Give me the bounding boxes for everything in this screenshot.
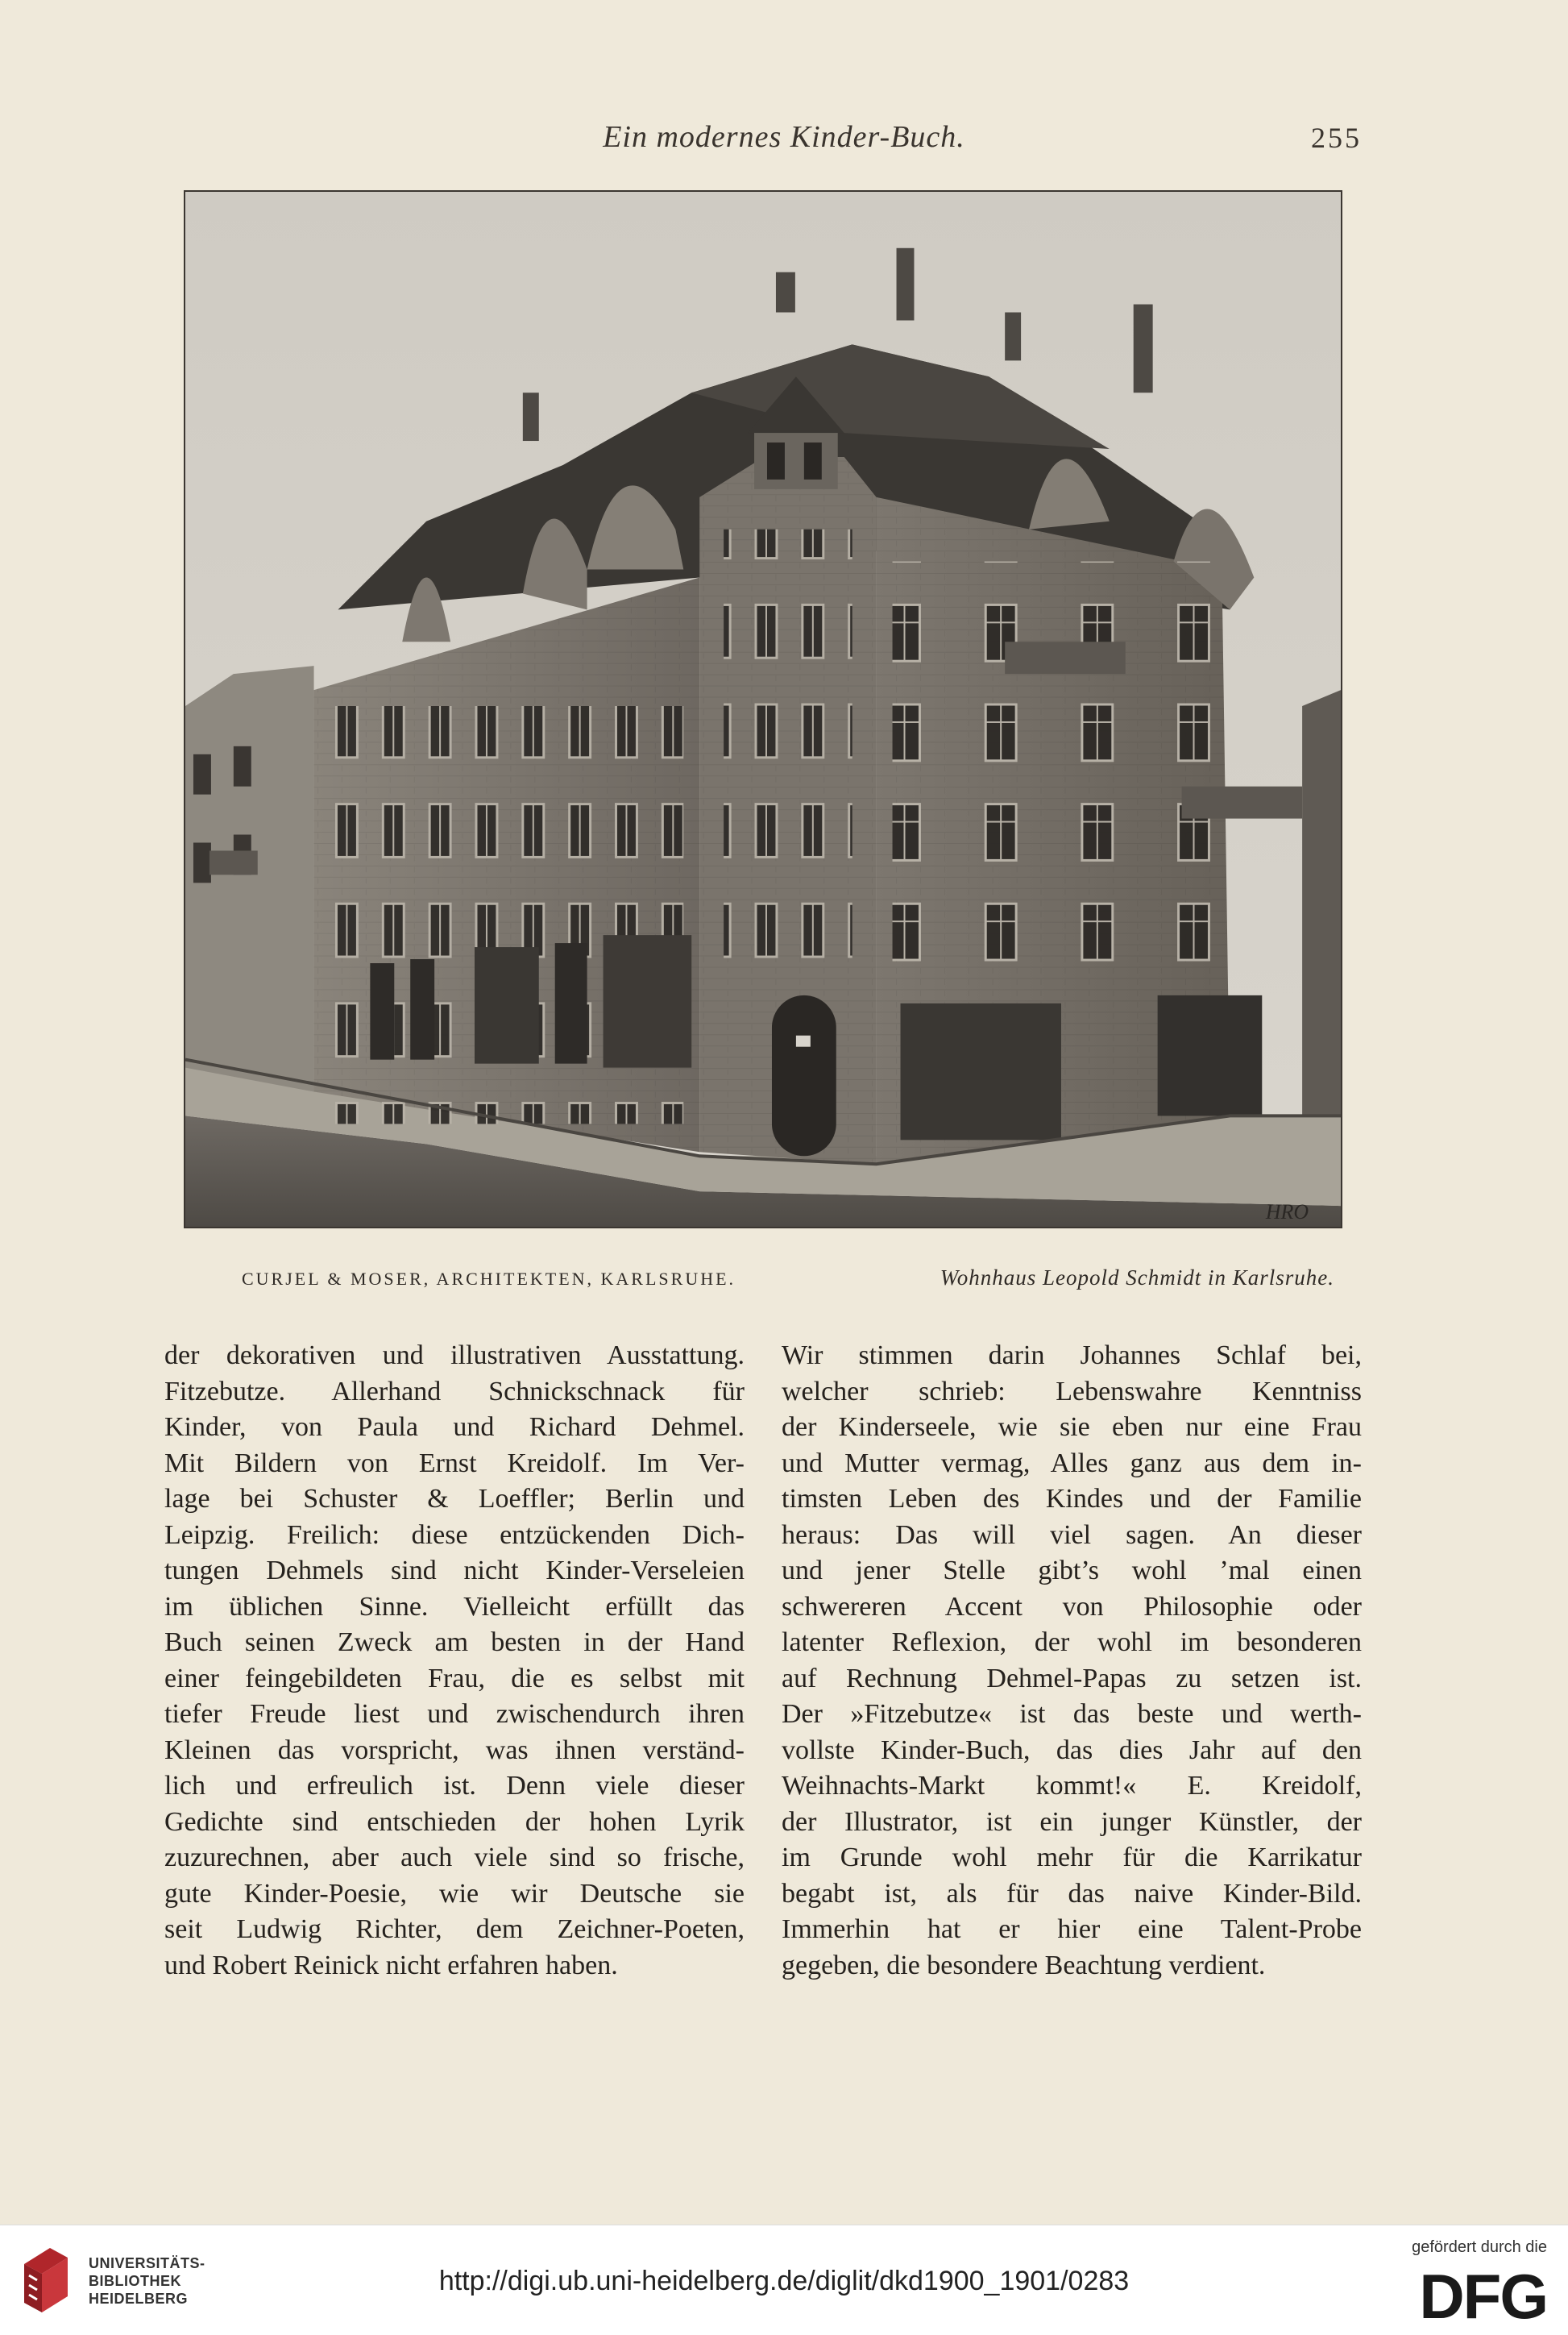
text-line: und jener Stelle gibt’s wohl ’mal einen — [782, 1556, 1362, 1585]
text-line: heraus: Das will viel sagen. An dieser — [782, 1519, 1362, 1550]
text-line: gegeben, die besondere Beachtung verdient. — [782, 1950, 1266, 1980]
text-line: Der »Fitzebutze« ist das beste und werth- — [782, 1699, 1362, 1729]
text-line: schwereren Accent von Philosophie oder — [782, 1591, 1362, 1622]
running-head — [0, 119, 1568, 160]
left-text-column — [164, 1338, 745, 1984]
text-line: Kinder, von Paula und Richard Dehmel. — [164, 1412, 745, 1442]
page-number: 255 — [1311, 122, 1362, 154]
text-line: auf Rechnung Dehmel-Papas zu setzen ist. — [782, 1663, 1362, 1693]
text-line: tungen Dehmels sind nicht Kinder-Verseleien — [164, 1556, 745, 1585]
text-line: der Kinderseele, wie sie eben nur eine Frau — [782, 1412, 1362, 1442]
library-name-line: BIBLIOTHEK — [89, 2273, 181, 2289]
text-line: Buch seinen Zweck am besten in der Hand — [164, 1627, 745, 1657]
text-line: gute Kinder-Poesie, wie wir Deutsche sie — [164, 1878, 745, 1909]
digitization-footer — [0, 2225, 1568, 2335]
building-photo-illustration — [185, 192, 1341, 1227]
text-line: Immerhin hat er hier eine Talent-Probe — [782, 1914, 1362, 1944]
text-line: Gedichte sind entschieden der hohen Lyrik — [164, 1806, 745, 1837]
dfg-logo: DFG — [1419, 2261, 1547, 2332]
text-line: seit Ludwig Richter, dem Zeichner-Poeten, — [164, 1914, 745, 1944]
text-line: im üblichen Sinne. Vielleicht erfüllt das — [164, 1591, 745, 1622]
running-title: Ein modernes Kinder-Buch. — [603, 120, 965, 154]
text-line: Leipzig. Freilich: diese entzückenden Dich- — [164, 1519, 745, 1550]
permalink-url[interactable]: http://digi.ub.uni-heidelberg.de/diglit/dkd1900_1901/0283 — [438, 2266, 1130, 2296]
text-line: latenter Reflexion, der wohl im besonderen — [782, 1627, 1362, 1657]
text-line: Wir stimmen darin Johannes Schlaf bei, — [782, 1340, 1362, 1370]
text-line: lage bei Schuster & Loeffler; Berlin und — [164, 1484, 745, 1514]
text-line: welcher schrieb: Lebenswahre Kenntniss — [782, 1376, 1362, 1406]
text-line: der dekorativen und illustrativen Ausstattung. — [164, 1340, 745, 1370]
photo-monogram: HRO — [1265, 1200, 1309, 1224]
text-line: und Robert Reinick nicht erfahren haben. — [164, 1950, 618, 1980]
right-text-column — [782, 1338, 1362, 1984]
library-name-line: UNIVERSITÄTS- — [89, 2255, 205, 2271]
text-line: begabt ist, als für das naive Kinder-Bild. — [782, 1878, 1362, 1909]
text-line: vollste Kinder-Buch, das dies Jahr auf den — [782, 1735, 1362, 1765]
funding-note: gefördert durch die — [1412, 2238, 1547, 2256]
text-line: Weihnachts-Markt kommt!« E. Kreidolf, — [782, 1771, 1362, 1801]
caption-building: Wohnhaus Leopold Schmidt in Karlsruhe. — [940, 1265, 1334, 1290]
text-line: timsten Leben des Kindes und der Familie — [782, 1484, 1362, 1514]
text-line: tiefer Freude liest und zwischendurch ihren — [164, 1699, 745, 1729]
text-line: einer feingebildeten Frau, die es selbst mit — [164, 1663, 745, 1693]
text-line: der Illustrator, ist ein junger Künstler, der — [782, 1806, 1362, 1837]
text-line: lich und erfreulich ist. Denn viele dieser — [164, 1771, 745, 1801]
text-line: Fitzebutze. Allerhand Schnickschnack für — [164, 1376, 745, 1406]
text-line: Kleinen das vorspricht, was ihnen verständ- — [164, 1735, 745, 1765]
caption-architects: CURJEL & MOSER, ARCHITEKTEN, KARLSRUHE. — [242, 1269, 736, 1289]
text-line: im Grunde wohl mehr für die Karrikatur — [782, 1843, 1362, 1872]
text-line: Mit Bildern von Ernst Kreidolf. Im Ver- — [164, 1448, 745, 1478]
library-name-line: HEIDELBERG — [89, 2291, 189, 2307]
building-photograph — [184, 190, 1342, 1228]
text-line: zuzurechnen, aber auch viele sind so frische, — [164, 1843, 745, 1872]
text-line: und Mutter vermag, Alles ganz aus dem in- — [782, 1448, 1362, 1478]
